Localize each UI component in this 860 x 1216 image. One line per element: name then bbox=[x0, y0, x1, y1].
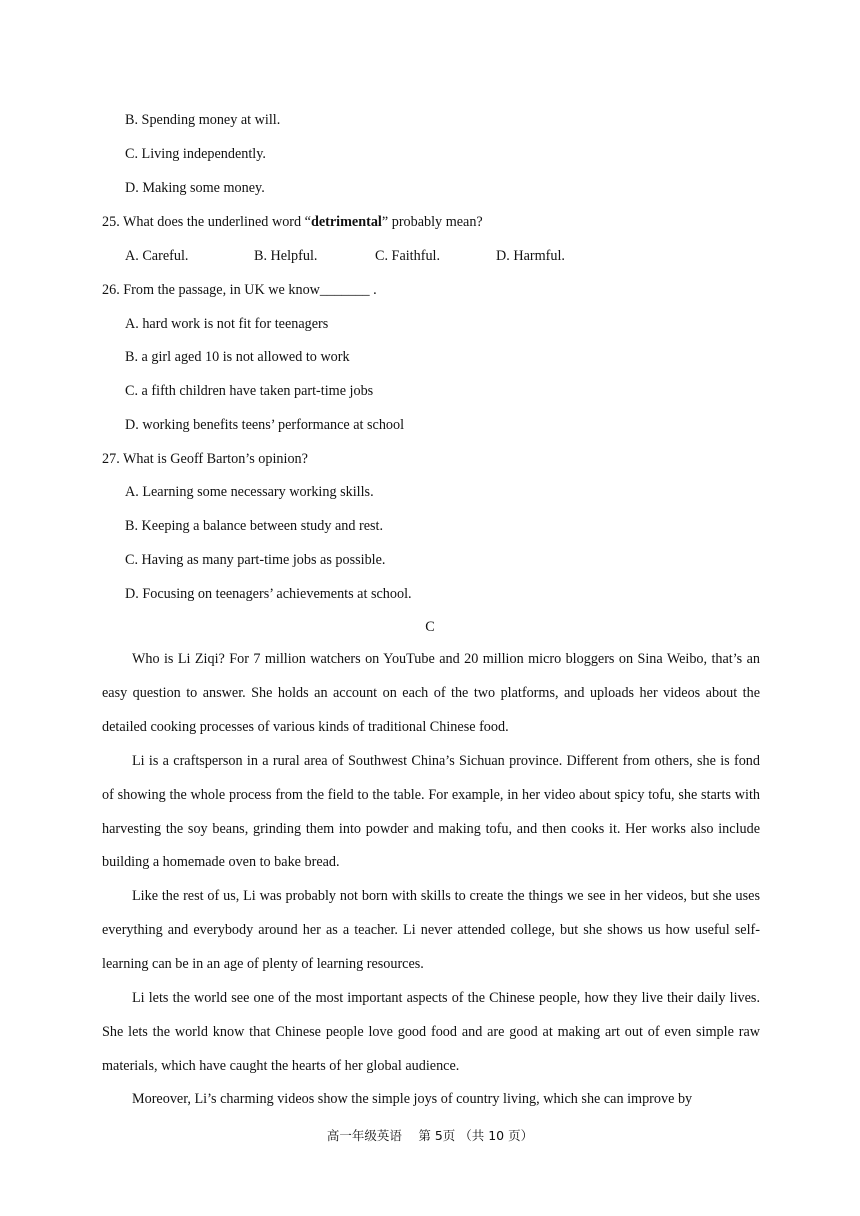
q25-stem-suffix: ” probably mean? bbox=[381, 214, 483, 230]
q26-option-c: C. a fifth children have taken part-time jobs bbox=[125, 383, 374, 399]
q25-stem bbox=[102, 213, 483, 231]
passage-paragraph-3: Like the rest of us, Li was probably not born with skills to create the things we see in her videos, but she uses everything and everybody around her as a teacher. Li never attended college, but she shows us how useful self-learning can be in an age of plenty of learning resources. bbox=[102, 888, 760, 972]
q27-option-c: C. Having as many part-time jobs as possible. bbox=[125, 552, 386, 568]
q26-stem: 26. From the passage, in UK we know_______ . bbox=[102, 282, 377, 298]
q27-option-a: A. Learning some necessary working skills. bbox=[125, 484, 374, 500]
q25-stem-prefix: 25. What does the underlined word “ bbox=[102, 214, 311, 230]
passage-paragraph-5: Moreover, Li’s charming videos show the simple joys of country living, which she can improve by bbox=[132, 1091, 693, 1107]
q25-option-a: A. Careful. bbox=[125, 248, 189, 264]
q26-option-b: B. a girl aged 10 is not allowed to work bbox=[125, 349, 350, 365]
passage-paragraph-4: Li lets the world see one of the most important aspects of the Chinese people, how they live their daily lives. She lets the world know that Chinese people love good food and are good at making art out of even simple raw materials, which have caught the hearts of her global audience. bbox=[102, 990, 760, 1074]
q25-option-c: C. Faithful. bbox=[375, 248, 441, 264]
q25-underlined-word: detrimental bbox=[310, 214, 382, 230]
q25-option-b: B. Helpful. bbox=[254, 248, 318, 264]
q26-option-d: D. working benefits teens’ performance at school bbox=[125, 417, 405, 433]
q27-stem: 27. What is Geoff Barton’s opinion? bbox=[102, 451, 308, 467]
q27-option-d: D. Focusing on teenagers’ achievements at school. bbox=[125, 586, 412, 602]
passage-paragraph-1: Who is Li Ziqi? For 7 million watchers on YouTube and 20 million micro bloggers on Sina Weibo, that’s an easy question to answer. She holds an account on each of the two platforms, and uploads her videos about the detailed cooking processes of various kinds of traditional Chinese food. bbox=[102, 651, 760, 735]
q27-option-b: B. Keeping a balance between study and rest. bbox=[125, 518, 384, 534]
passage-paragraph-2: Li is a craftsperson in a rural area of Southwest China’s Sichuan province. Different from others, she is fond of showing the whole process from the field to the table. For example, in her video about spicy tofu, she starts with harvesting the soy beans, grinding them into powder and making tofu, and then cooks it. Her works also include building a homemade oven to bake bread. bbox=[102, 753, 760, 871]
section-heading-c: C bbox=[425, 619, 435, 635]
q24-option-c: C. Living independently. bbox=[125, 146, 266, 162]
q26-option-a: A. hard work is not fit for teenagers bbox=[125, 316, 329, 332]
q25-option-d: D. Harmful. bbox=[496, 248, 565, 264]
q24-option-d: D. Making some money. bbox=[125, 180, 265, 196]
q24-option-b: B. Spending money at will. bbox=[125, 112, 281, 128]
page-footer: 高一年级英语 第 5页 （共 10 页） bbox=[326, 1128, 534, 1143]
